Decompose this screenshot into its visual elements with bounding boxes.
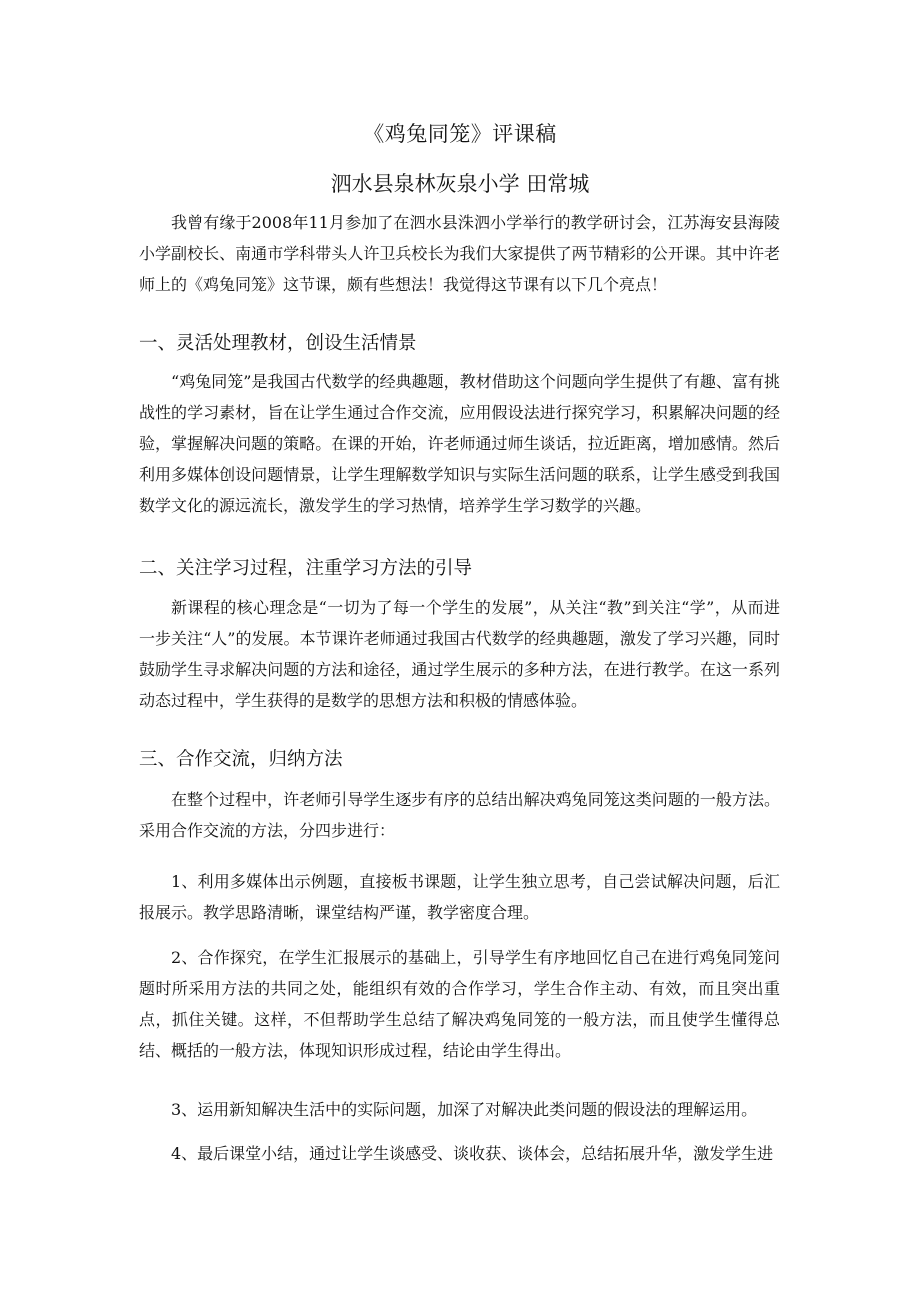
section-2-heading: 二、关注学习过程，注重学习方法的引导: [139, 558, 473, 579]
section-1-heading: 一、灵活处理教材，创设生活情景: [139, 333, 417, 354]
section-1-paragraph: “鸡兔同笼”是我国古代数学的经典趣题，教材借助这个问题向学生提供了有趣、富有挑战性的学习素材，旨在让学生通过合作交流，应用假设法进行探究学习，积累解决问题的经验，掌握解决问题的策略。在课的开始，许老师通过师生谈话，拉近距离，增加感情。然后利用多媒体创设问题情景，让学生理解数学知识与实际生活问题的联系，让学生感受到我国数学文化的源远流长，激发学生的学习热情，培养学生学习数学的兴趣。: [139, 372, 780, 515]
intro-paragraph: 我曾有缘于2008年11月参加了在泗水县洙泗小学举行的教学研讨会，江苏海安县海陵小学副校长、南通市学科带头人许卫兵校长为我们大家提供了两节精彩的公开课。其中许老师上的《鸡兔同笼》这节课，颇有些想法！我觉得这节课有以下几个亮点！: [139, 213, 780, 294]
section-3-paragraph: 在整个过程中，许老师引导学生逐步有序的总结出解决鸡兔同笼这类问题的一般方法。采用合作交流的方法，分四步进行：: [139, 790, 780, 840]
document-title: 《鸡兔同笼》评课稿: [363, 122, 557, 146]
step-item-1: 1、利用多媒体出示例题，直接板书课题，让学生独立思考，自己尝试解决问题，后汇报展示。教学思路清晰，课堂结构严谨，教学密度合理。: [139, 872, 780, 922]
step-item-2: 2、合作探究，在学生汇报展示的基础上，引导学生有序地回忆自己在进行鸡兔同笼问题时所采用方法的共同之处，能组织有效的合作学习，学生合作主动、有效，而且突出重点，抓住关键。这样，不但帮助学生总结了解决鸡兔同笼的一般方法，而且使学生懂得总结、概括的一般方法，体现知识形成过程，结论由学生得出。: [139, 948, 780, 1060]
section-2-paragraph: 新课程的核心理念是“一切为了每一个学生的发展”，从关注“教”到关注“学”，从而进一步关注“人”的发展。本节课许老师通过我国古代数学的经典趣题，激发了学习兴趣，同时鼓励学生寻求解决问题的方法和途径，通过学生展示的多种方法，在进行教学。在这一系列动态过程中，学生获得的是数学的思想方法和积极的情感体验。: [139, 598, 780, 710]
document-author: 泗水县泉林灰泉小学 田常城: [330, 172, 590, 196]
section-3-heading: 三、合作交流，归纳方法: [139, 749, 343, 770]
step-item-3: 3、运用新知解决生活中的实际问题，加深了对解决此类问题的假设法的理解运用。: [171, 1100, 758, 1119]
step-item-4: 4、最后课堂小结，通过让学生谈感受、谈收获、谈体会，总结拓展升华，激发学生进: [171, 1144, 774, 1163]
